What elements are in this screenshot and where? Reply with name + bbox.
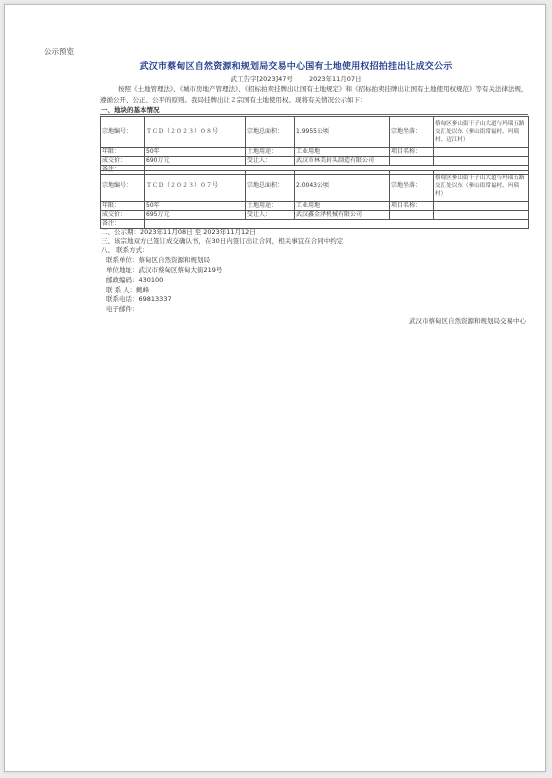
label-transferee: 受让人： [246, 211, 295, 220]
empty-cell [434, 157, 529, 166]
preview-label: 公示预览 [44, 47, 74, 56]
area-value: 2.0043公顷 [295, 171, 390, 202]
label-term: 年限： [101, 148, 145, 157]
label-parcel-no: 宗地编号： [101, 117, 145, 148]
label-area: 宗地总面积： [246, 171, 295, 202]
section-divider [100, 114, 528, 115]
label-location: 宗地坐落： [390, 117, 434, 148]
contact-person: 联 系 人：鲍峰 [106, 286, 150, 294]
contact-unit: 联系单位：蔡甸区自然资源和规划局 [106, 256, 210, 264]
contact-email: 电子邮件： [106, 305, 139, 313]
project-value [434, 202, 529, 211]
transferee-value: 武汉市林美封头制造有限公司 [295, 157, 390, 166]
label-area: 宗地总面积： [246, 117, 295, 148]
transferee-value: 武汉鑫金泽机械有限公司 [295, 211, 390, 220]
term-value: 50年 [145, 148, 246, 157]
contact-heading: 八、 联系方式： [101, 246, 149, 254]
parcel-table-1 [100, 116, 529, 175]
contract-note: 三、该宗地双方已签订成交确认书，在30日内签订出让合同，相关事宜在合同中约定 [101, 237, 344, 245]
label-price: 成交价： [101, 211, 145, 220]
label-remarks: 备注： [101, 166, 145, 175]
contact-postcode: 邮政编码：430100 [106, 276, 164, 284]
doc-date: 2023年11月07日 [308, 75, 362, 83]
project-value [434, 148, 529, 157]
use-value: 工业用地 [295, 148, 390, 157]
contact-phone: 联系电话：69813337 [106, 295, 172, 303]
parcel-no-value: ＴＣＤ（２０２３）０７号 [145, 171, 246, 202]
doc-number: 武工告字[2023]47号 [230, 75, 293, 83]
label-location: 宗地坐落： [390, 171, 434, 202]
label-use: 土地用途： [246, 148, 295, 157]
label-use: 土地用途： [246, 202, 295, 211]
empty-cell [390, 157, 434, 166]
label-project: 项目名称： [390, 202, 434, 211]
price-value: 690万元 [145, 157, 246, 166]
parcel-no-value: ＴＣＤ（２０２３）０８号 [145, 117, 246, 148]
contact-address: 单位地址：武汉市蔡甸区蔡甸大街219号 [106, 266, 223, 274]
area-value: 1.9955公顷 [295, 117, 390, 148]
intro-paragraph: 按照《土地管理法》、《城市房地产管理法》、《招标拍卖挂牌出让国有土地规定》和《招标拍卖挂牌出让国有土地使用权规范》等有关法律法规，遵循公开、公正、公平的原则。我局挂牌出让２宗国有土地使用权。现将有关情况公示如下： [100, 85, 528, 104]
label-parcel-no: 宗地编号： [101, 171, 145, 202]
location-value: 蔡甸区奓山街干子山大道与玛瑙五路交汇处以东（奓山街常福村、玛瑙村） [434, 171, 529, 202]
notice-period: 二、公示期：2023年11月08日 至 2023年11月12日 [101, 228, 256, 236]
label-term: 年限： [101, 202, 145, 211]
label-remarks: 备注： [101, 220, 145, 229]
empty-cell [390, 211, 434, 220]
use-value: 工业用地 [295, 202, 390, 211]
location-value: 蔡甸区奓山街干子山大道与玛瑙五路交汇处以东（奓山街常福村、玛瑙村、迈江村） [434, 117, 529, 148]
section-heading-parcels: 一、地块的基本情况 [101, 106, 160, 114]
term-value: 50年 [145, 202, 246, 211]
label-price: 成交价： [101, 157, 145, 166]
doc-number-line [96, 74, 496, 83]
price-value: 695万元 [145, 211, 246, 220]
parcel-table-2 [100, 170, 529, 229]
issuing-organization: 武汉市蔡甸区自然资源和规划局交易中心 [409, 317, 526, 325]
label-transferee: 受让人： [246, 157, 295, 166]
empty-cell [434, 211, 529, 220]
notice-title: 武汉市蔡甸区自然资源和规划局交易中心国有土地使用权招拍挂出让成交公示 [139, 62, 453, 72]
label-project: 项目名称： [390, 148, 434, 157]
